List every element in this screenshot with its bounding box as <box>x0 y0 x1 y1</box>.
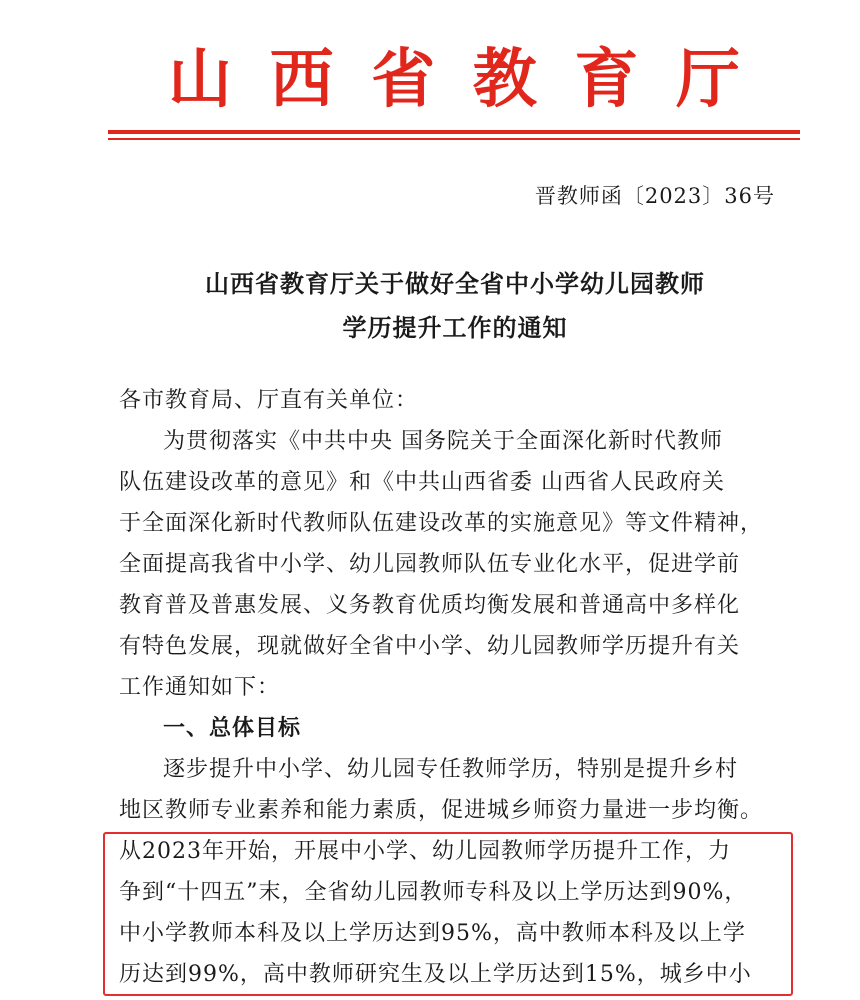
letterhead-rule-thin <box>108 138 800 140</box>
letterhead <box>108 40 800 120</box>
paragraph-line: 全面提高我省中小学、幼儿园教师队伍专业化水平，促进学前 <box>119 552 741 577</box>
document-number: 晋教师函〔2023〕36号 <box>534 184 775 208</box>
letterhead-char: 山 <box>168 42 232 117</box>
paragraph-line: 中小学教师本科及以上学历达到95%，高中教师本科及以上学 <box>119 921 746 946</box>
letterhead-char: 厅 <box>675 42 740 117</box>
document-title <box>110 262 800 350</box>
letterhead-char: 育 <box>574 42 639 117</box>
paragraph-line: 为贯彻落实《中共中央 国务院关于全面深化新时代教师 <box>163 429 723 454</box>
paragraph-line: 教育普及普惠发展、义务教育优质均衡发展和普通高中多样化 <box>119 593 741 618</box>
paragraph-line: 地区教师专业素养和能力素质，促进城乡师资力量进一步均衡。 <box>119 798 764 823</box>
highlight-box <box>103 832 793 996</box>
paragraph-line: 从2023年开始，开展中小学、幼儿园教师学历提升工作，力 <box>119 839 731 864</box>
paragraph-line: 工作通知如下： <box>119 675 281 700</box>
paragraph-line: 历达到99%，高中教师研究生及以上学历达到15%，城乡中小 <box>119 962 752 987</box>
section-heading: 一、总体目标 <box>163 716 302 741</box>
paragraph-line: 队伍建设改革的意见》和《中共山西省委 山西省人民政府关 <box>119 470 725 495</box>
paragraph-line: 于全面深化新时代教师队伍建设改革的实施意见》等文件精神， <box>119 511 764 536</box>
letterhead-rule-thick <box>108 130 800 134</box>
paragraph-line: 有特色发展，现就做好全省中小学、幼儿园教师学历提升有关 <box>119 634 741 659</box>
paragraph-line: 争到“十四五”末，全省幼儿园教师专科及以上学历达到90%， <box>119 880 748 905</box>
letterhead-char: 省 <box>371 42 436 117</box>
paragraph-line: 逐步提升中小学、幼儿园专任教师学历，特别是提升乡村 <box>163 757 739 782</box>
title-line: 学历提升工作的通知 <box>342 313 568 342</box>
letterhead-char: 教 <box>472 42 537 117</box>
letterhead-char: 西 <box>269 42 334 117</box>
salutation: 各市教育局、厅直有关单位： <box>119 388 419 413</box>
title-line: 山西省教育厅关于做好全省中小学幼儿园教师 <box>205 269 705 298</box>
